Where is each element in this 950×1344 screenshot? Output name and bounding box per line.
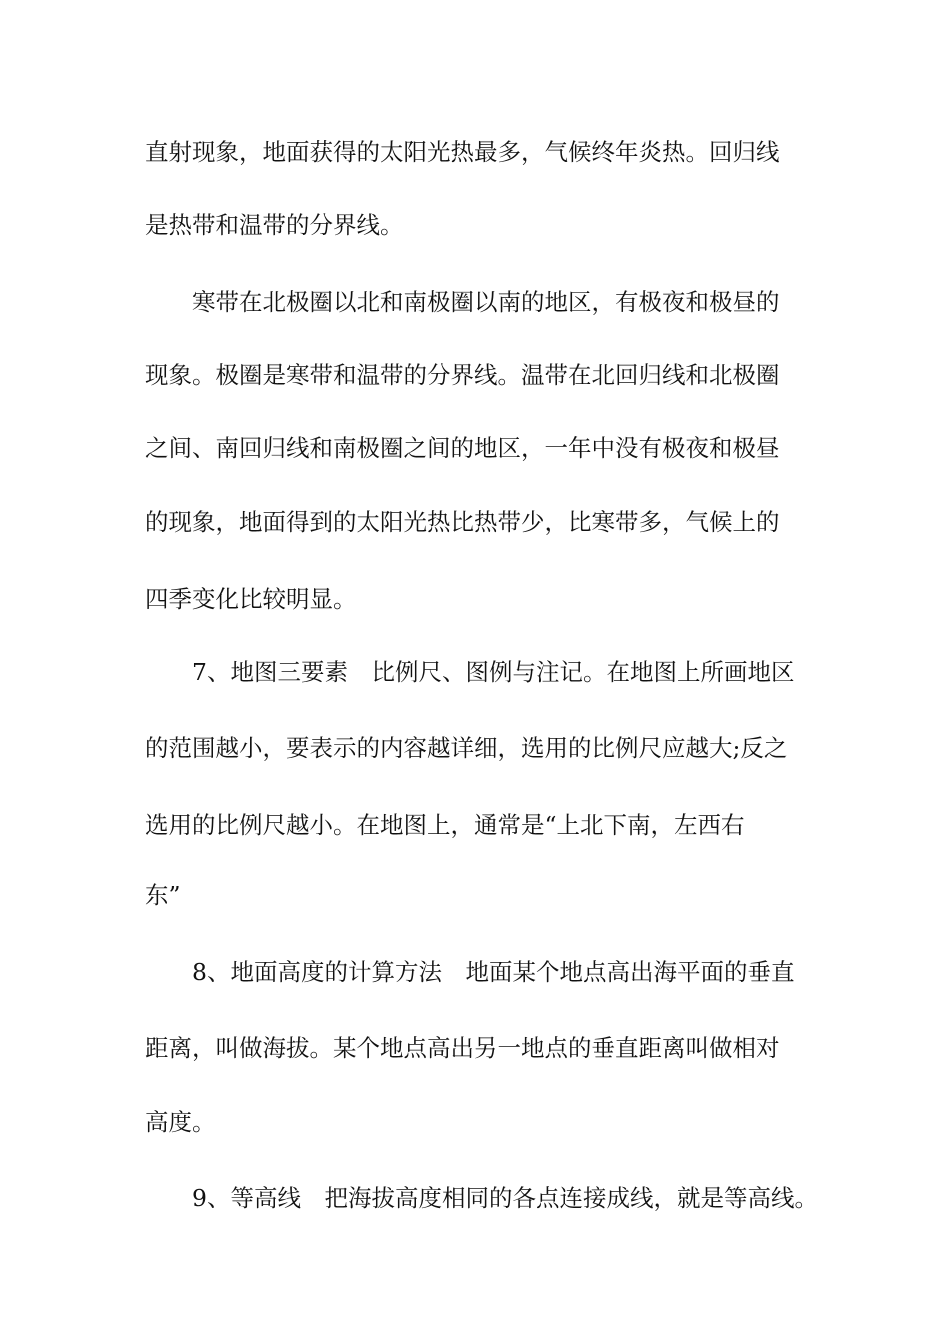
text-line: 选用的比例尺越小。在地图上，通常是“上北下南，左西右 xyxy=(145,811,745,839)
text-line: 寒带在北极圈以北和南极圈以南的地区，有极夜和极昼的 xyxy=(145,288,780,316)
text-line: 是热带和温带的分界线。 xyxy=(145,211,404,239)
text-line: 现象。极圈是寒带和温带的分界线。温带在北回归线和北极圈 xyxy=(145,361,780,389)
text-line: 的现象，地面得到的太阳光热比热带少，比寒带多，气候上的 xyxy=(145,508,780,536)
text-line: 的范围越小，要表示的内容越详细，选用的比例尺应越大;反之 xyxy=(145,734,788,762)
text-line: 之间、南回归线和南极圈之间的地区，一年中没有极夜和极昼 xyxy=(145,434,780,462)
text-line: 高度。 xyxy=(145,1108,216,1136)
text-line: 直射现象，地面获得的太阳光热最多，气候终年炎热。回归线 xyxy=(145,138,780,166)
text-line: 7、地图三要素 比例尺、图例与注记。在地图上所画地区 xyxy=(145,658,795,686)
text-line: 9、等高线 把海拔高度相同的各点连接成线，就是等高线。 xyxy=(145,1184,818,1212)
text-line: 四季变化比较明显。 xyxy=(145,585,357,613)
text-line: 8、地面高度的计算方法 地面某个地点高出海平面的垂直 xyxy=(145,958,795,986)
text-line: 东” xyxy=(145,881,181,909)
text-line: 距离，叫做海拔。某个地点高出另一地点的垂直距离叫做相对 xyxy=(145,1034,780,1062)
